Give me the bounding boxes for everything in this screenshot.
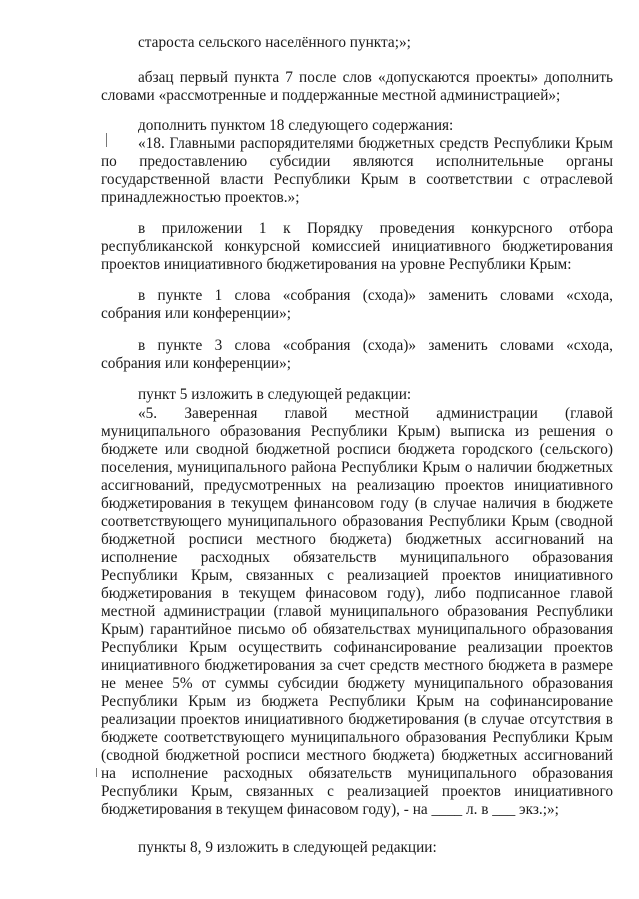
text-line: бюджетной росписи местного бюджета) бюджетных ассигнований на: [101, 531, 613, 548]
text-line: пункт 5 изложить в следующей редакции:: [138, 386, 412, 403]
text-line: Республики Крым из бюджета Республики Крым на софинансирование: [101, 693, 613, 710]
text-line: поселения, муниципального района Республики Крым о наличии бюджетных: [101, 459, 613, 476]
text-line: абзац первый пункта 7 после слов «допускаются проекты» дополнить: [138, 69, 613, 86]
text-line: Республики Крым осуществить софинансирование реализации проектов: [101, 639, 613, 656]
text-line: в пункте 1 слова «собрания (схода)» заменить словами «схода,: [138, 287, 613, 304]
text-line: словами «рассмотренные и поддержанные местной администрацией»;: [101, 87, 561, 104]
text-line: государственной власти Республики Крым в соответствии с отраслевой: [101, 171, 613, 188]
text-line: Республики Крым, связанных с реализацией проектов инициативного: [101, 783, 613, 800]
text-line: Крым) гарантийное письмо об обязательствах муниципального образования: [101, 621, 613, 638]
text-line: бюджетирования в текущем финансовом году (в случае наличия в бюджете: [101, 495, 613, 512]
text-line: бюджете или сводной бюджетной росписи бюджета городского (сельского): [101, 441, 613, 458]
text-line: по предоставлению субсидии являются исполнительные органы: [101, 153, 613, 170]
text-line: реализации проектов инициативного бюджетирования (в случае отсутствия в: [101, 711, 613, 728]
text-line: соответствующего муниципального образования Республики Крым (сводной: [101, 513, 613, 530]
text-line: на исполнение расходных обязательств муниципального образования: [101, 765, 613, 782]
text-line: «18. Главными распорядителями бюджетных средств Республики Крым: [138, 135, 613, 152]
text-line: в пункте 3 слова «собрания (схода)» заменить словами «схода,: [138, 337, 613, 354]
text-line: исполнение расходных обязательств муниципального образования: [101, 549, 613, 566]
text-line: бюджетирования в текущем финасовом году), - на ____ л. в ___ экз.;»;: [101, 801, 559, 818]
text-line: республиканской конкурсной комиссией инициативного бюджетирования: [101, 238, 613, 255]
text-line: староста сельского населённого пункта;»;: [138, 34, 411, 51]
scan-mark: [106, 133, 107, 147]
text-line: дополнить пунктом 18 следующего содержания:: [138, 117, 454, 134]
text-line: ассигнований, предусмотренных на реализацию проектов инициативного: [101, 477, 613, 494]
text-line: проектов инициативного бюджетирования на уровне Республики Крым:: [101, 256, 572, 273]
text-line: Республики Крым, связанных с реализацией проектов инициативного: [101, 567, 613, 584]
text-line: муниципального образования Республики Крым) выписка из решения о: [101, 423, 613, 440]
text-line: в приложении 1 к Порядку проведения конкурсного отбора: [138, 220, 613, 237]
text-line: бюджете соответствующего муниципального образования Республики Крым: [101, 729, 613, 746]
scan-mark: [96, 768, 97, 777]
text-line: принадлежностью проектов.»;: [101, 189, 300, 206]
text-line: пункты 8, 9 изложить в следующей редакции:: [138, 839, 437, 856]
text-line: бюджетирования в текущем финасовом году), либо подписанное главой: [101, 585, 613, 602]
text-line: «5. Заверенная главой местной администрации (главой: [138, 405, 613, 422]
text-line: не менее 5% от суммы субсидии бюджету муниципального образования: [101, 675, 613, 692]
text-line: собрания или конференции»;: [101, 305, 291, 322]
text-line: местной администрации (главой муниципального образования Республики: [101, 603, 613, 620]
text-line: (сводной бюджетной росписи местного бюджета) бюджетных ассигнований: [101, 747, 613, 764]
text-line: собрания или конференции»;: [101, 355, 291, 372]
text-line: инициативного бюджетирования за счет средств местного бюджета в размере: [101, 657, 613, 674]
